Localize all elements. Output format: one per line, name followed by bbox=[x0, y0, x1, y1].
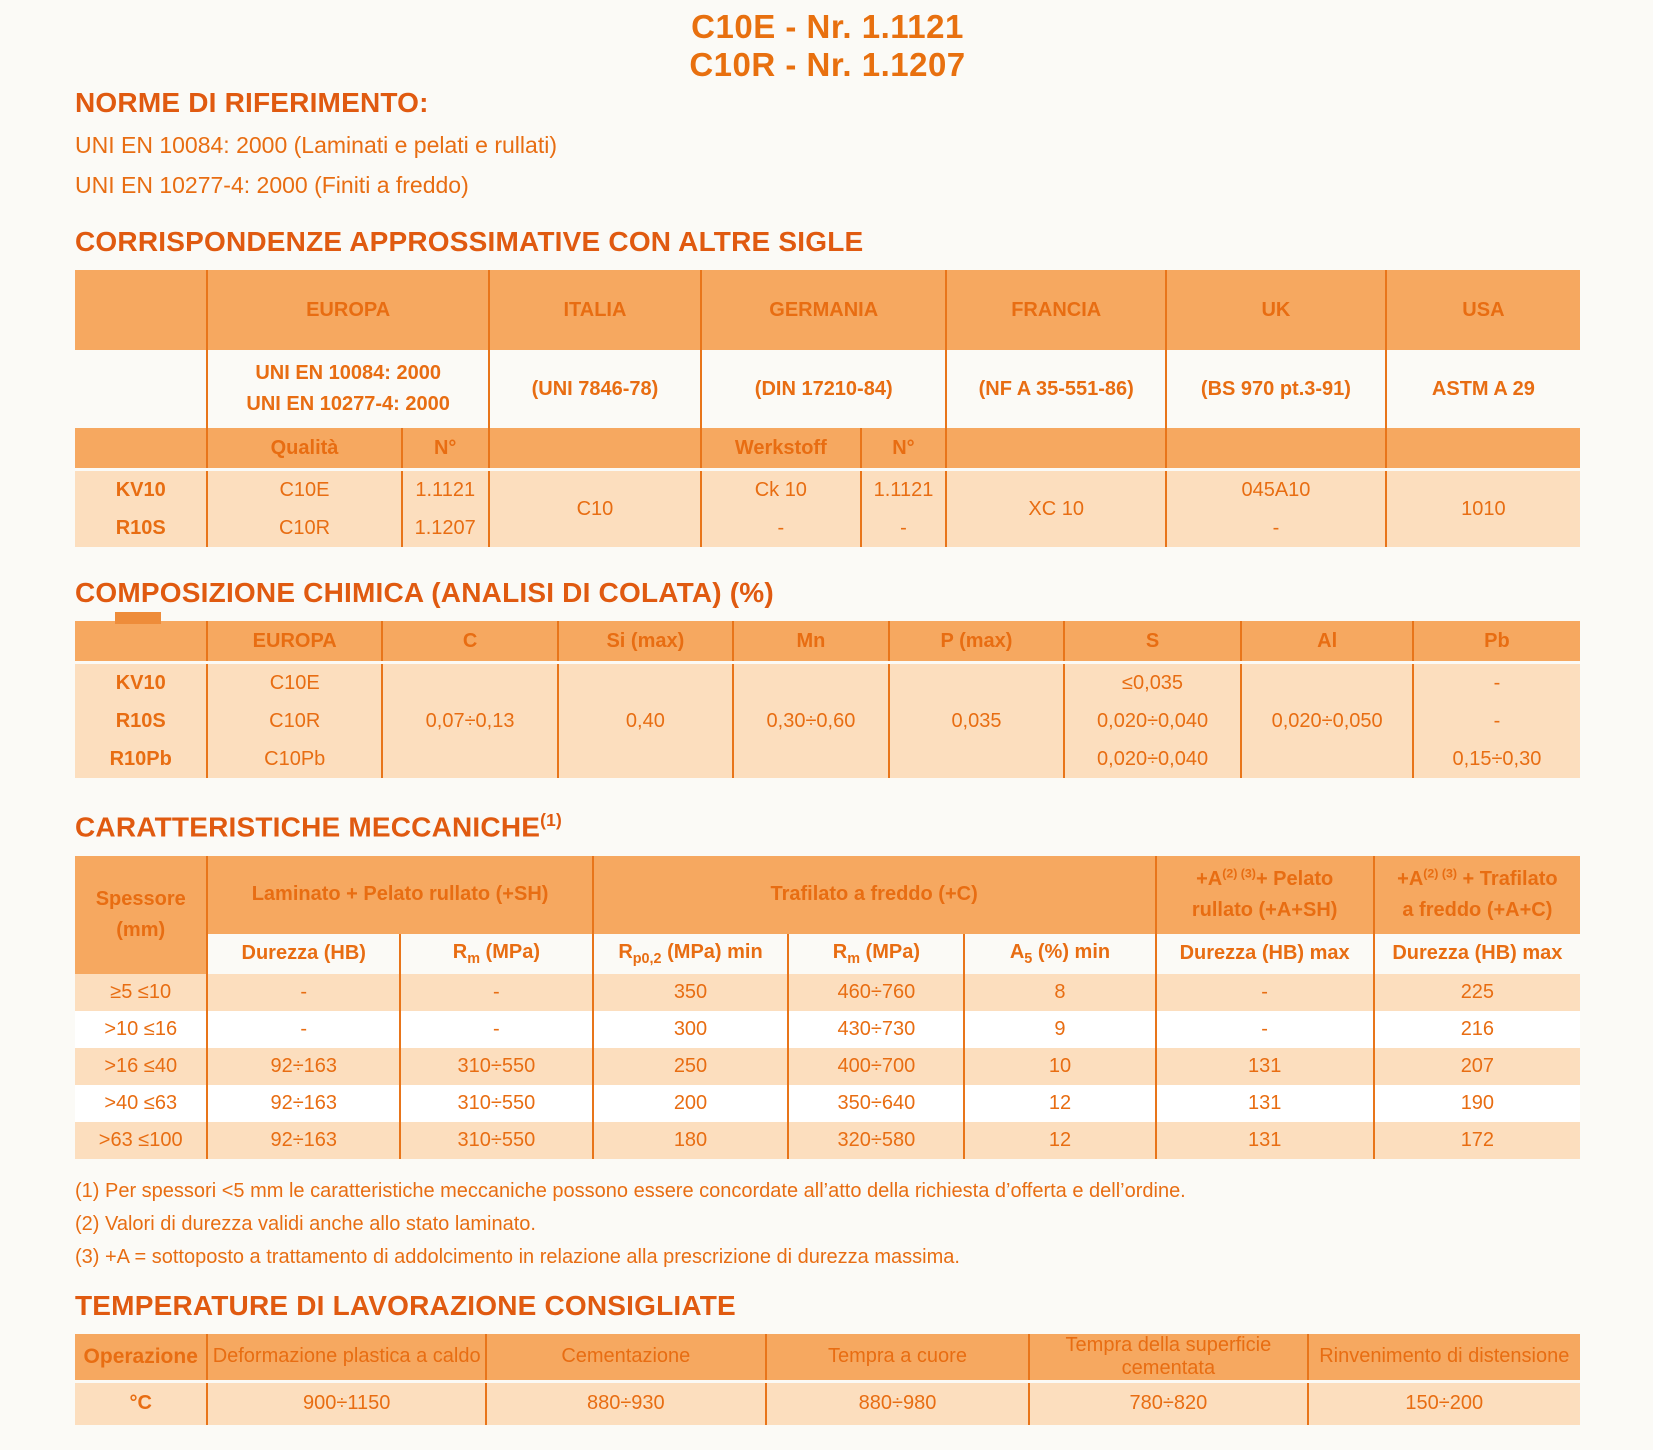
page-title-line1: C10E - Nr. 1.1121 bbox=[691, 8, 964, 45]
table-cell: 172 bbox=[1374, 1122, 1580, 1159]
corr-row-label: R10S bbox=[75, 509, 207, 547]
table-cell: 880÷930 bbox=[486, 1381, 766, 1425]
table-cell: 92÷163 bbox=[207, 1085, 400, 1122]
corr-col-francia: FRANCIA bbox=[946, 270, 1166, 350]
mech-sub-rm-sub: m bbox=[467, 950, 480, 967]
table-cell: 0,40 bbox=[558, 663, 733, 779]
mech-sub-rm-base: R bbox=[452, 940, 468, 963]
table-cell: 1.1121 bbox=[861, 470, 947, 510]
mech-sub-a5-rest: (%) min bbox=[1032, 940, 1111, 963]
mech-group-a-c-line1 bbox=[1379, 864, 1576, 895]
corr-subhead-werkstoff: Werkstoff bbox=[701, 428, 861, 470]
corr-standard-italia: (UNI 7846-78) bbox=[489, 350, 701, 428]
table-cell: - bbox=[400, 1011, 593, 1048]
chem-corner-cell bbox=[75, 621, 207, 663]
section-heading-corrispondenze: CORRISPONDENZE APPROSSIMATIVE CON ALTRE SIGLE bbox=[75, 226, 864, 258]
table-cell: 92÷163 bbox=[207, 1048, 400, 1085]
table-cell: - bbox=[701, 509, 861, 547]
mech-sub-rm2 bbox=[788, 934, 964, 974]
table-cell: 12 bbox=[964, 1122, 1155, 1159]
table-cell: 0,020÷0,040 bbox=[1064, 740, 1242, 778]
mech-group-a-c-line2: a freddo (+A+C) bbox=[1402, 898, 1553, 921]
table-cell: 0,020÷0,050 bbox=[1241, 663, 1413, 779]
mech-sub-durezza-max-sh: Durezza (HB) max bbox=[1156, 934, 1374, 974]
corr-row-label: KV10 bbox=[75, 470, 207, 510]
corr-standard-europa-line2: UNI EN 10277-4: 2000 bbox=[246, 393, 450, 416]
table-cell: 460÷760 bbox=[788, 974, 964, 1011]
temp-col-tempra-superficie: Tempra della superficie cementata bbox=[1029, 1334, 1307, 1382]
mech-group-a-sh-line1 bbox=[1161, 864, 1369, 895]
mech-sub-rp-base: R bbox=[618, 940, 633, 963]
table-cell: 131 bbox=[1156, 1085, 1374, 1122]
table-cell: C10R bbox=[207, 702, 382, 740]
corr-subhead-n2: N° bbox=[861, 428, 947, 470]
temp-col-deformazione: Deformazione plastica a caldo bbox=[207, 1334, 485, 1382]
corr-standard-empty bbox=[75, 350, 207, 428]
table-cell: 225 bbox=[1374, 974, 1580, 1011]
chem-col-s: S bbox=[1064, 621, 1242, 663]
mech-sub-rm bbox=[400, 934, 593, 974]
table-cell: - bbox=[1156, 974, 1374, 1011]
mech-row-spessore: >16 ≤40 bbox=[75, 1048, 207, 1085]
norm-line-2: UNI EN 10277-4: 2000 (Finiti a freddo) bbox=[75, 172, 469, 199]
temp-col-cementazione: Cementazione bbox=[486, 1334, 766, 1382]
footnote-1: (1) Per spessori <5 mm le caratteristiche meccaniche possono essere concordate all’atto della richiesta d’offerta e dell’ordine. bbox=[75, 1179, 1186, 1202]
mech-sub-rm2-base: R bbox=[832, 940, 848, 963]
corr-standard-uk: (BS 970 pt.3-91) bbox=[1166, 350, 1386, 428]
table-cell: - bbox=[400, 974, 593, 1011]
chem-col-p: P (max) bbox=[889, 621, 1064, 663]
table-cell: ≤0,035 bbox=[1064, 663, 1242, 703]
mech-col-spessore-line2: (mm) bbox=[116, 918, 166, 941]
table-cell: 310÷550 bbox=[400, 1048, 593, 1085]
mech-sub-rp-rest: (MPa) min bbox=[661, 940, 763, 963]
mech-row-spessore: >40 ≤63 bbox=[75, 1085, 207, 1122]
mech-group-a-sh-pre: +A bbox=[1196, 867, 1223, 890]
corr-col-germania: GERMANIA bbox=[701, 270, 946, 350]
table-cell: 1.1207 bbox=[402, 509, 489, 547]
chem-col-c: C bbox=[382, 621, 558, 663]
corr-col-uk: UK bbox=[1166, 270, 1386, 350]
composizione-table bbox=[75, 621, 1580, 778]
table-cell: 150÷200 bbox=[1308, 1381, 1580, 1425]
mech-row-spessore: >10 ≤16 bbox=[75, 1011, 207, 1048]
section-heading-composizione: COMPOSIZIONE CHIMICA (ANALISI DI COLATA) (%) bbox=[75, 577, 774, 609]
table-cell: Ck 10 bbox=[701, 470, 861, 510]
table-cell: 8 bbox=[964, 974, 1155, 1011]
temp-col-operazione: Operazione bbox=[75, 1334, 207, 1382]
table-cell: 131 bbox=[1156, 1048, 1374, 1085]
section-heading-temperature: TEMPERATURE DI LAVORAZIONE CONSIGLIATE bbox=[75, 1289, 736, 1321]
table-cell: 0,15÷0,30 bbox=[1413, 740, 1580, 778]
mech-sub-rm2-sub: m bbox=[847, 950, 860, 967]
table-cell: C10E bbox=[207, 470, 401, 510]
table-cell: 310÷550 bbox=[400, 1122, 593, 1159]
table-cell: 880÷980 bbox=[766, 1381, 1029, 1425]
chem-col-al: Al bbox=[1241, 621, 1413, 663]
table-cell: 10 bbox=[964, 1048, 1155, 1085]
table-cell: 0,30÷0,60 bbox=[733, 663, 890, 779]
chem-row-label: KV10 bbox=[75, 663, 207, 703]
temp-col-rinvenimento: Rinvenimento di distensione bbox=[1308, 1334, 1580, 1382]
table-cell: 0,035 bbox=[889, 663, 1064, 779]
mech-sub-durezza-max-c: Durezza (HB) max bbox=[1374, 934, 1580, 974]
table-cell: 045A10 bbox=[1166, 470, 1386, 510]
chem-row-label: R10Pb bbox=[75, 740, 207, 778]
table-cell: - bbox=[861, 509, 947, 547]
table-cell: - bbox=[207, 1011, 400, 1048]
corr-standard-europa-line1: UNI EN 10084: 2000 bbox=[255, 362, 441, 385]
table-cell: 207 bbox=[1374, 1048, 1580, 1085]
table-cell: - bbox=[1413, 702, 1580, 740]
chem-col-si: Si (max) bbox=[558, 621, 733, 663]
table-cell: 0,020÷0,040 bbox=[1064, 702, 1242, 740]
mech-group-a-sh-post: + Pelato bbox=[1255, 867, 1334, 890]
table-cell: - bbox=[1156, 1011, 1374, 1048]
temp-col-tempra-cuore: Tempra a cuore bbox=[766, 1334, 1029, 1382]
table-cell: 250 bbox=[593, 1048, 789, 1085]
table-cell: 350÷640 bbox=[788, 1085, 964, 1122]
mech-sub-a5-sub: 5 bbox=[1024, 950, 1033, 967]
mech-group-trafilato: Trafilato a freddo (+C) bbox=[593, 856, 1156, 934]
corr-col-italia: ITALIA bbox=[489, 270, 701, 350]
mech-group-a-sh bbox=[1156, 856, 1374, 934]
table-cell: 216 bbox=[1374, 1011, 1580, 1048]
table-cell: 350 bbox=[593, 974, 789, 1011]
corr-subhead-usa-empty bbox=[1386, 428, 1580, 470]
corr-subhead-francia-empty bbox=[946, 428, 1166, 470]
meccaniche-table bbox=[75, 856, 1580, 1159]
caratteristiche-heading-sup: (1) bbox=[540, 810, 562, 831]
corr-subhead-uk-empty bbox=[1166, 428, 1386, 470]
table-cell: 780÷820 bbox=[1029, 1381, 1307, 1425]
table-cell: 200 bbox=[593, 1085, 789, 1122]
caratteristiche-heading-text: CARATTERISTICHE MECCANICHE bbox=[75, 811, 541, 843]
corrispondenze-table bbox=[75, 270, 1580, 547]
table-cell: 180 bbox=[593, 1122, 789, 1159]
table-cell: C10 bbox=[489, 470, 701, 548]
table-cell: XC 10 bbox=[946, 470, 1166, 548]
mech-col-spessore-line1: Spessore bbox=[95, 887, 186, 910]
table-cell: 92÷163 bbox=[207, 1122, 400, 1159]
page-title-line2: C10R - Nr. 1.1207 bbox=[689, 45, 966, 83]
corr-standard-francia: (NF A 35-551-86) bbox=[946, 350, 1166, 428]
table-cell: - bbox=[1166, 509, 1386, 547]
temp-row-label: °C bbox=[75, 1381, 207, 1425]
mech-sub-rp-sub: p0,2 bbox=[632, 950, 662, 967]
chem-row-label: R10S bbox=[75, 702, 207, 740]
table-cell: 320÷580 bbox=[788, 1122, 964, 1159]
table-cell: 300 bbox=[593, 1011, 789, 1048]
table-cell: 0,07÷0,13 bbox=[382, 663, 558, 779]
mech-group-a-c-post: + Trafilato bbox=[1457, 867, 1558, 890]
mech-sub-durezza: Durezza (HB) bbox=[207, 934, 400, 974]
mech-group-laminato: Laminato + Pelato rullato (+SH) bbox=[207, 856, 592, 934]
table-cell: 900÷1150 bbox=[207, 1381, 485, 1425]
chem-col-europa: EUROPA bbox=[207, 621, 382, 663]
chem-col-mn: Mn bbox=[733, 621, 890, 663]
corr-corner-cell bbox=[75, 270, 207, 350]
corr-standard-usa: ASTM A 29 bbox=[1386, 350, 1580, 428]
table-cell: 1.1121 bbox=[402, 470, 489, 510]
table-cell: 131 bbox=[1156, 1122, 1374, 1159]
table-cell: C10Pb bbox=[207, 740, 382, 778]
table-cell: C10R bbox=[207, 509, 401, 547]
footnote-3: (3) +A = sottoposto a trattamento di addolcimento in relazione alla prescrizione di durezza massima. bbox=[75, 1245, 960, 1268]
mech-col-spessore bbox=[75, 856, 207, 974]
footnotes bbox=[75, 1175, 1580, 1274]
corr-standard-europa bbox=[207, 350, 488, 428]
decorative-mark bbox=[115, 612, 161, 624]
mech-sub-a5 bbox=[964, 934, 1155, 974]
section-heading-norme: NORME DI RIFERIMENTO: bbox=[75, 87, 429, 119]
section-heading-caratteristiche bbox=[75, 810, 1580, 843]
table-cell: 12 bbox=[964, 1085, 1155, 1122]
corr-col-europa: EUROPA bbox=[207, 270, 488, 350]
page-title bbox=[75, 0, 1580, 83]
mech-sub-a5-base: A bbox=[1009, 940, 1025, 963]
temperature-table bbox=[75, 1334, 1580, 1425]
chem-col-pb: Pb bbox=[1413, 621, 1580, 663]
corr-subhead-italia-empty bbox=[489, 428, 701, 470]
mech-row-spessore: ≥5 ≤10 bbox=[75, 974, 207, 1011]
table-cell: 310÷550 bbox=[400, 1085, 593, 1122]
table-cell: 1010 bbox=[1386, 470, 1580, 548]
table-cell: - bbox=[207, 974, 400, 1011]
table-cell: 9 bbox=[964, 1011, 1155, 1048]
table-cell: 430÷730 bbox=[788, 1011, 964, 1048]
table-cell: - bbox=[1413, 663, 1580, 703]
corr-col-usa: USA bbox=[1386, 270, 1580, 350]
mech-group-a-sh-sup: (2) (3) bbox=[1222, 865, 1256, 880]
norm-line-1: UNI EN 10084: 2000 (Laminati e pelati e rullati) bbox=[75, 132, 557, 159]
mech-group-a-c-sup: (2) (3) bbox=[1423, 865, 1457, 880]
mech-sub-rp02 bbox=[593, 934, 789, 974]
mech-group-a-c-pre: +A bbox=[1397, 867, 1424, 890]
table-cell: 190 bbox=[1374, 1085, 1580, 1122]
corr-subhead-qualita: Qualità bbox=[207, 428, 401, 470]
mech-group-a-c bbox=[1374, 856, 1580, 934]
mech-group-a-sh-line2: rullato (+A+SH) bbox=[1191, 898, 1338, 921]
table-cell: 400÷700 bbox=[788, 1048, 964, 1085]
corr-subhead-empty bbox=[75, 428, 207, 470]
footnote-2: (2) Valori di durezza validi anche allo stato laminato. bbox=[75, 1212, 536, 1235]
mech-sub-rm-rest: (MPa) bbox=[480, 940, 540, 963]
mech-sub-rm2-rest: (MPa) bbox=[859, 940, 920, 963]
corr-subhead-n1: N° bbox=[402, 428, 489, 470]
corr-standard-germania: (DIN 17210-84) bbox=[701, 350, 946, 428]
table-cell: C10E bbox=[207, 663, 382, 703]
mech-row-spessore: >63 ≤100 bbox=[75, 1122, 207, 1159]
datasheet-page bbox=[75, 0, 1580, 1425]
